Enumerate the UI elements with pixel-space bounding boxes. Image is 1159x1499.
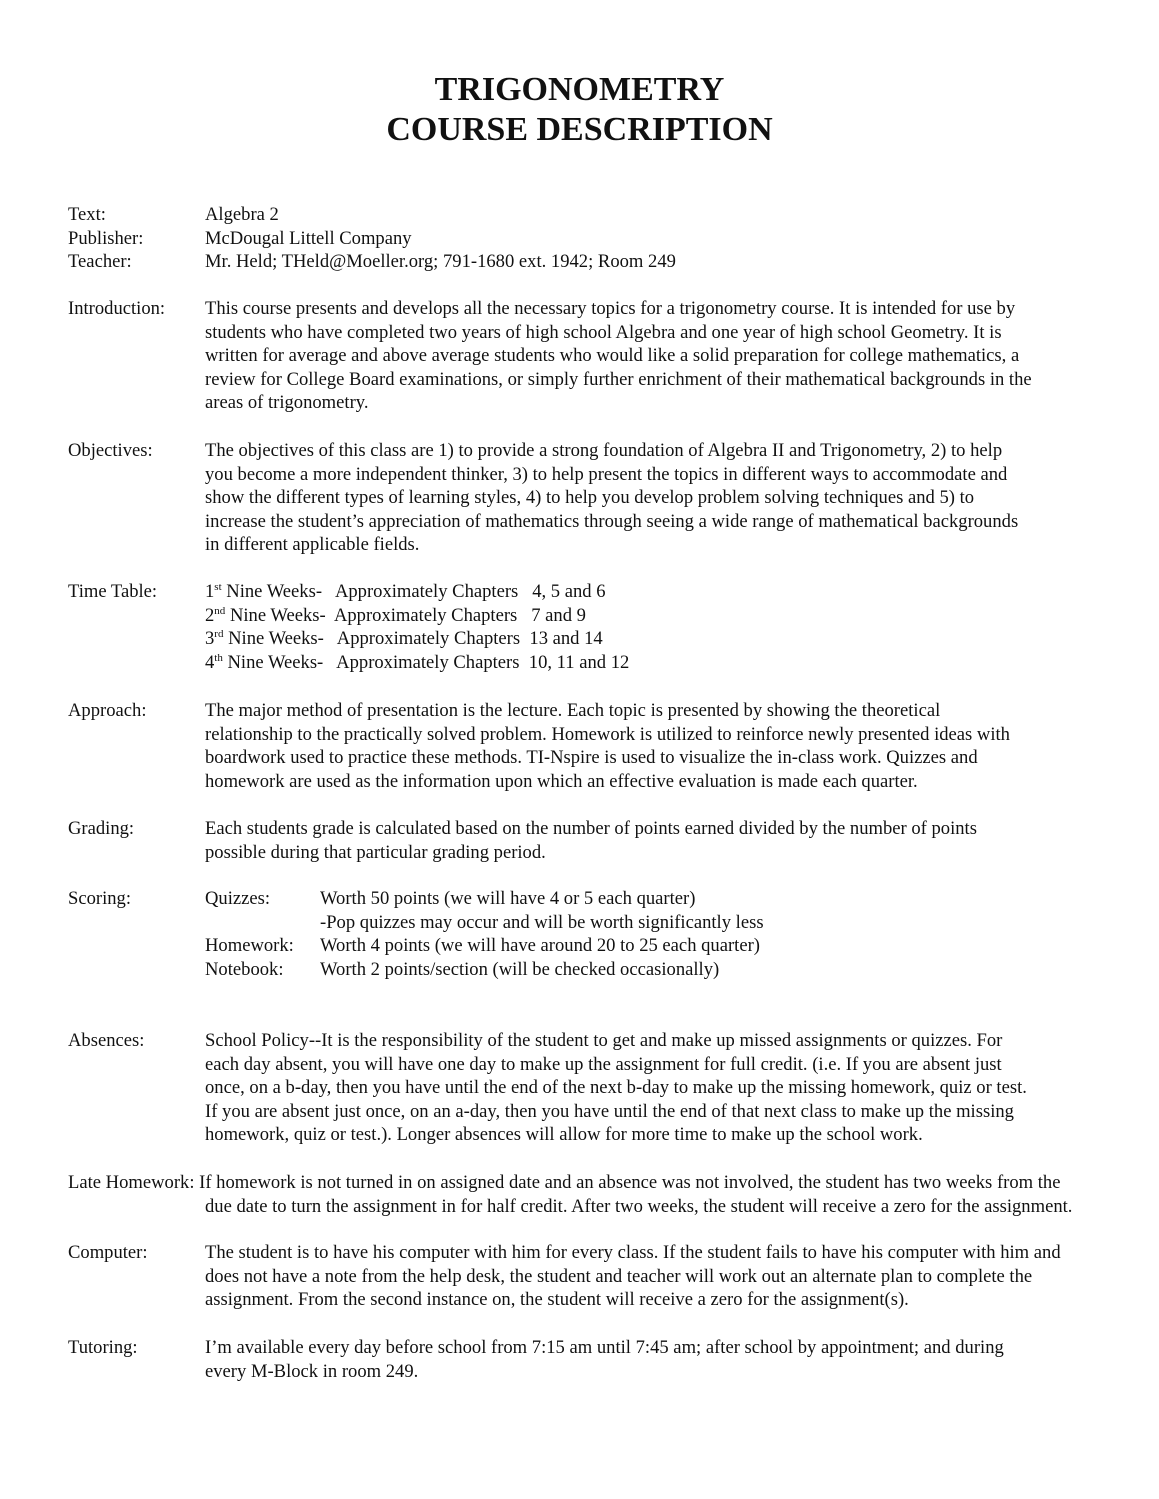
section-label: Grading: [68, 818, 135, 839]
paragraph-line: does not have a note from the help desk, the student and teacher will work out an alternate plan to complete the [205, 1265, 1033, 1287]
scoring-row [205, 958, 1153, 982]
paragraph-line: I’m available every day before school from 7:15 am until 7:45 am; after school by appointment; and during [205, 1337, 1004, 1358]
paragraph-line: due date to turn the assignment in for half credit. After two weeks, the student will receive a zero for the assignment. [205, 1195, 1073, 1217]
section-body [205, 1241, 1153, 1312]
section-body [205, 1336, 1153, 1383]
timetable-text: Nine Weeks- Approximately Chapters 7 and 9 [225, 604, 586, 626]
document-title: TRIGONOMETRY [434, 71, 725, 108]
paragraph-line: in different applicable fields. [205, 534, 420, 556]
info-label: Publisher: [68, 227, 144, 249]
info-label: Text: [68, 204, 106, 225]
paragraph-line: The objectives of this class are 1) to provide a strong foundation of Algebra II and Trigonometry, 2) to help [205, 440, 1003, 461]
quarter-number: 2 [205, 604, 215, 626]
section-label: Late Homework: [68, 1172, 195, 1193]
section-body [205, 439, 1153, 557]
line-text: If homework is not turned in on assigned date and an absence was not involved, the student has two weeks from the [194, 1172, 1061, 1193]
timetable-text: Nine Weeks- Approximately Chapters 10, 11 and 12 [222, 651, 630, 673]
section-label: Tutoring: [68, 1337, 138, 1358]
ordinal-suffix: nd [214, 604, 226, 617]
computer-section [68, 1241, 1153, 1312]
scoring-row [205, 911, 1153, 935]
section-label: Scoring: [68, 888, 132, 909]
late-homework-section [68, 1171, 1153, 1218]
paragraph-line: written for average and above average students who would like a solid preparation for college mathematics, a [205, 345, 1020, 367]
scoring-value: Worth 4 points (we will have around 20 to 25 each quarter) [320, 935, 760, 957]
paragraph-line: areas of trigonometry. [205, 392, 369, 414]
timetable-row [205, 580, 1153, 604]
grading-section [68, 817, 1153, 864]
info-label: Teacher: [68, 251, 132, 273]
section-label: Approach: [68, 700, 147, 721]
section-label: Introduction: [68, 298, 166, 319]
section-body [205, 297, 1153, 415]
section-body [68, 1171, 1153, 1218]
section-body [205, 699, 1153, 793]
timetable-row [205, 604, 1153, 628]
document-subtitle: COURSE DESCRIPTION [386, 111, 773, 148]
section-label: Absences: [68, 1030, 145, 1051]
scoring-value: Worth 2 points/section (will be checked occasionally) [320, 958, 720, 980]
paragraph-line: increase the student’s appreciation of mathematics through seeing a wide range of mathematical backgrounds [205, 510, 1019, 532]
scoring-row [205, 887, 1153, 911]
paragraph-line: show the different types of learning styles, 4) to help you develop problem solving techniques and 5) to [205, 487, 975, 509]
section-label: Objectives: [68, 440, 153, 461]
timetable-row [205, 627, 1153, 651]
timetable-text: Nine Weeks- Approximately Chapters 4, 5 and 6 [221, 581, 606, 602]
paragraph-line: boardwork used to practice these methods. TI-Nspire is used to visualize the in-class work. Quizzes and [205, 747, 978, 769]
scoring-section [68, 887, 1153, 981]
paragraph-line: homework, quiz or test.). Longer absences will allow for more time to make up the school work. [205, 1124, 923, 1146]
introduction-section [68, 297, 1153, 415]
scoring-category: Homework: [205, 935, 294, 957]
absences-section [68, 1029, 1153, 1147]
paragraph-line: homework are used as the information upon which an effective evaluation is made each quarter. [205, 770, 918, 792]
timetable-section [68, 580, 1153, 674]
paragraph-line: School Policy--It is the responsibility of the student to get and make up missed assignments or quizzes. For [205, 1030, 1003, 1051]
info-value: Mr. Held; THeld@Moeller.org; 791-1680 ext. 1942; Room 249 [205, 251, 676, 273]
info-value: Algebra 2 [205, 204, 279, 225]
paragraph-line: possible during that particular grading period. [205, 841, 546, 863]
course-info [68, 203, 1153, 274]
quarter-number: 3 [205, 628, 215, 650]
scoring-category [205, 911, 320, 935]
scoring-value: Worth 50 points (we will have 4 or 5 each quarter) [320, 888, 696, 909]
paragraph-line: Each students grade is calculated based on the number of points earned divided by the number of points [205, 818, 977, 839]
ordinal-suffix: th [214, 651, 223, 664]
timetable-text: Nine Weeks- Approximately Chapters 13 and 14 [223, 628, 603, 650]
timetable-row [205, 651, 1153, 675]
paragraph-line [68, 1171, 1153, 1195]
paragraph-line: every M-Block in room 249. [205, 1360, 419, 1382]
ordinal-suffix: rd [214, 628, 224, 641]
paragraph-line: assignment. From the second instance on, the student will receive a zero for the assignment(s). [205, 1289, 909, 1311]
quarter-number: 1 [205, 581, 215, 602]
ordinal-suffix: st [214, 581, 222, 593]
paragraph-line: once, on a b-day, then you have until the end of the next b-day to make up the missing homework, quiz or test. [205, 1077, 1027, 1099]
approach-section [68, 699, 1153, 793]
paragraph-line: If you are absent just once, on an a-day, then you have until the end of that next class to make up the missing [205, 1100, 1014, 1122]
scoring-category: Quizzes: [205, 888, 271, 909]
paragraph-line: you become a more independent thinker, 3) to help present the topics in different ways to accommodate and [205, 463, 1008, 485]
tutoring-section [68, 1336, 1153, 1383]
scoring-row [205, 934, 1153, 958]
section-body [205, 1029, 1153, 1147]
section-body [205, 817, 1153, 864]
paragraph-line: relationship to the practically solved problem. Homework is utilized to reinforce newly presented ideas with [205, 723, 1010, 745]
section-label: Time Table: [68, 581, 158, 602]
scoring-category: Notebook: [205, 958, 284, 980]
paragraph-line: The major method of presentation is the lecture. Each topic is presented by showing the theoretical [205, 700, 941, 721]
quarter-number: 4 [205, 651, 215, 673]
objectives-section [68, 439, 1153, 557]
info-value: McDougal Littell Company [205, 227, 412, 249]
section-label: Computer: [68, 1242, 148, 1263]
paragraph-line: each day absent, you will have one day to make up the assignment for full credit. (i.e. If you are absent just [205, 1053, 1002, 1075]
paragraph-line: This course presents and develops all the necessary topics for a trigonometry course. It is intended for use by [205, 298, 1016, 319]
scoring-value: -Pop quizzes may occur and will be worth significantly less [320, 911, 764, 933]
paragraph-line: review for College Board examinations, or simply further enrichment of their mathematical backgrounds in the [205, 368, 1032, 390]
paragraph-line: students who have completed two years of high school Algebra and one year of high school Geometry. It is [205, 321, 1002, 343]
paragraph-line: The student is to have his computer with him for every class. If the student fails to have his computer with him and [205, 1242, 1061, 1263]
